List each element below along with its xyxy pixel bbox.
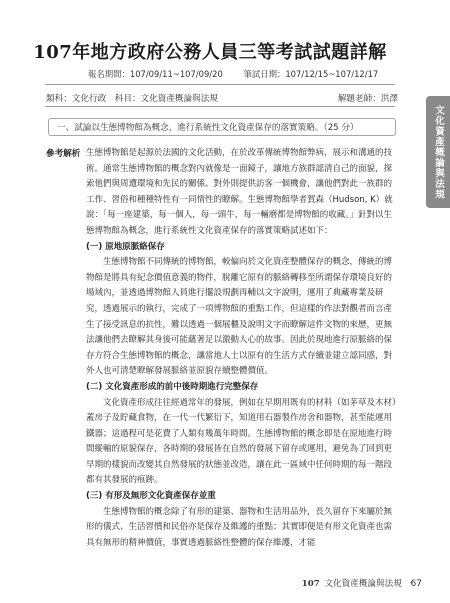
section-heading: (一) 原地原脈絡保存 bbox=[86, 241, 165, 252]
section-heading: (二) 文化資產形成的前中後時期進行完整保存 bbox=[86, 381, 259, 392]
teacher: 解題老師：洪澤 bbox=[337, 94, 398, 104]
section-paragraph: 生態博物館的概念除了有形的建築、器物和生活用品外，長久留存下來屬於無形的儀式、生活習慣和民俗亦是保存及維護的重點；其實即便是有形文化資產也需具有無形的精神價值，事實透過脈絡性整體的保存維護，才能 bbox=[86, 506, 393, 548]
category-subject: 類科：文化行政 科目：文化資產概論與法規 bbox=[46, 94, 218, 104]
answer-label: 參考解析 bbox=[46, 149, 81, 159]
section-paragraph: 生態博物館不同傳統的博物館，較偏向於文化資產整體保存的概念，傳統的博物館是將具有紀念價值意義的物件，脫離它原有的脈絡轉移至所謂保存環境良好的場域內，並透過博物館人員進行擺設規劃再輔以文字說明，運用了典藏專業及研究，透過展示的執行，完成了一項博物館的重點工作，但這樣的作法對觀者而言產生了接受訊息的抗性，難以透過一個展櫃及說明文字而瞭解這件文物的來歷，更無法讓他們去瞭解其身後可能蘊著足以激動人心的故事。因此於現地進行原脈絡的保存方符合生態博物館的概念，讓當地人士以原有的生活方式存續並建立認同感，對外人也可清楚瞭解發展脈絡並原貌存續整體價值。 bbox=[86, 257, 393, 377]
divider bbox=[45, 106, 395, 107]
written-date: 筆試日期：107/12/15~107/12/17 bbox=[243, 69, 379, 79]
exam-meta bbox=[46, 92, 398, 104]
page-title: 107年地方政府公務人員三等考試試題詳解 bbox=[33, 42, 387, 63]
section-heading: (三) 有形及無形文化資產保存並重 bbox=[86, 491, 216, 502]
section-paragraph: 文化資產形成往往經過常年的發展，例如在早期用既有的材料（如茅草及木材）蓋房子及貯藏食物，在一代一代繁衍下，知道用石器製作房舍和器物，甚至能運用鐵器；這過程可是花費了人類有幾萬年時間。生態博物館的概念即是在原地進行時間縱軸的原貌保存，各時期的發展皆在自然的發展下留存或運用，避免為了回到更早期的樣貌而改變其自然發展的狀態並改造，讓在此一區域中任何時期的每一階段都有其發展的痕跡。 bbox=[86, 397, 397, 486]
question-box: 一、試論以生態博物館為概念，進行系統性文化資產保存的落實策略。（25 分） bbox=[48, 118, 396, 136]
divider bbox=[45, 84, 395, 85]
intro-paragraph: 生態博物館是起源於法國的文化活動，在於改革傳統博物館弊病，展示和溝通的技術。通常生態博物館的概念對內就像是一面鏡子，讓地方族群認清自己的面貌，探索他們與周遭環境和先民的關係。對外則提供訪客一個機會，讓他們對此一族群的工作、習俗和種種特性有一同情性的瞭解。生態博物館學者賀森（Hudson, K）就說：「每一座建築，每一個人，每一頭牛，每一輛磨都是博物館的收藏。」針對以生態博物館為概念，進行系統性文化資產保存的落實策略試述如下： bbox=[86, 148, 393, 236]
exam-dates bbox=[40, 68, 440, 80]
footer-book-number: 107 bbox=[301, 579, 320, 589]
page-footer bbox=[302, 577, 422, 589]
side-tab-label: 文化資產概論與法規 bbox=[433, 104, 444, 200]
answer-body bbox=[86, 146, 398, 551]
register-period: 報名期間：107/09/11~107/09/20 bbox=[88, 69, 223, 79]
footer-subject: 文化資產概論與法規 bbox=[324, 579, 402, 589]
chapter-side-tab bbox=[426, 96, 450, 208]
page-number: 67 bbox=[410, 579, 422, 589]
